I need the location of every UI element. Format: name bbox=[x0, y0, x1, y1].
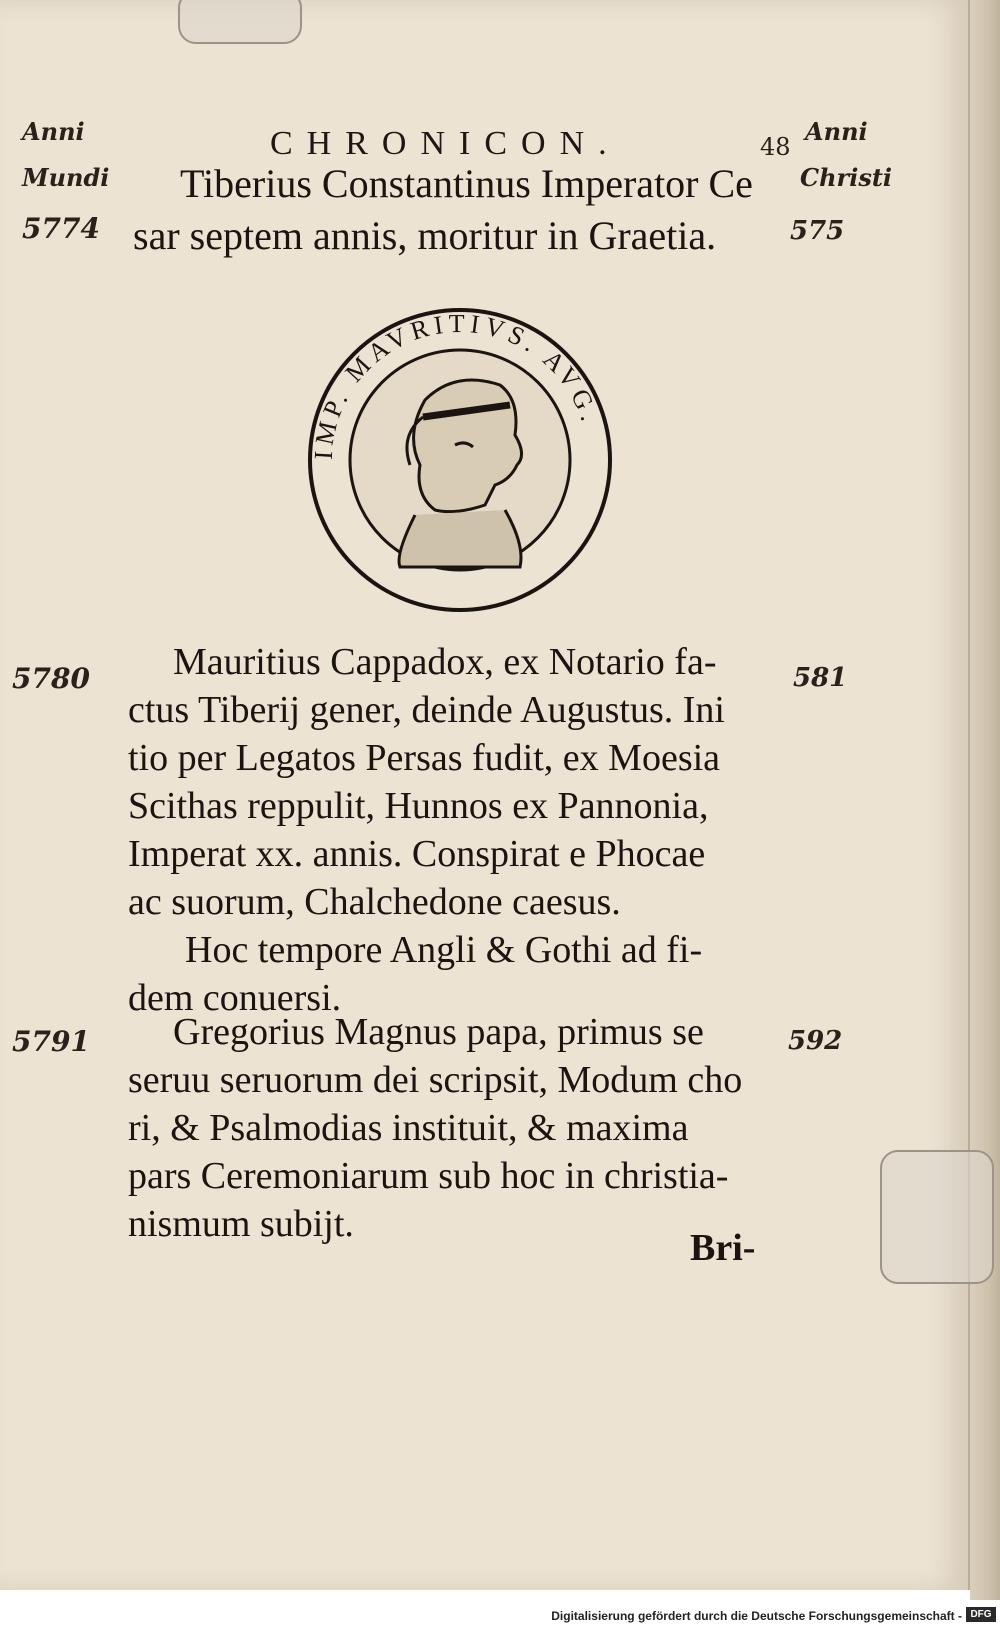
entry-1-line-1: Mauritius Cappadox, ex Notario fa- bbox=[173, 641, 717, 683]
mundi-label: Mundi bbox=[22, 163, 110, 192]
entry-1-line-5: Imperat xx. annis. Conspirat e Phocae bbox=[128, 833, 706, 875]
page-number: 48 bbox=[760, 133, 791, 161]
year-mundi-5780: 5780 bbox=[12, 662, 90, 695]
left-clip bbox=[178, 0, 302, 44]
entry-1-line-6: ac suorum, Chalchedone caesus. bbox=[128, 881, 621, 923]
medallion-inscription: IMP. MAVRITIVS. AVG. bbox=[308, 308, 606, 461]
intro-line-1: Tiberius Constantinus Imperator Ce bbox=[180, 161, 753, 206]
page-title: CHRONICON. bbox=[270, 125, 621, 162]
anni-christi-label: Anni bbox=[805, 117, 868, 146]
entry-1-line-2: ctus Tiberij gener, deinde Augustus. Ini bbox=[128, 689, 725, 731]
entry-2-line-2: dem conuersi. bbox=[128, 977, 342, 1019]
intro-line-2: sar septem annis, moritur in Graetia. bbox=[133, 213, 717, 258]
entry-2-line-1: Hoc tempore Angli & Gothi ad fi- bbox=[185, 929, 703, 971]
year-mundi-5791: 5791 bbox=[12, 1025, 90, 1058]
year-christi-592: 592 bbox=[788, 1026, 843, 1056]
dfg-logo: DFG bbox=[966, 1607, 996, 1622]
year-christi-575: 575 bbox=[790, 216, 845, 246]
entry-3-line-4: pars Ceremoniarum sub hoc in christia- bbox=[128, 1155, 729, 1197]
christi-label: Christi bbox=[800, 163, 893, 192]
year-christi-581: 581 bbox=[793, 663, 848, 693]
year-mundi-5774: 5774 bbox=[22, 212, 100, 245]
entry-3-line-3: ri, & Psalmodias instituit, & maxima bbox=[128, 1107, 689, 1149]
entry-1-line-4: Scithas reppulit, Hunnos ex Pannonia, bbox=[128, 785, 709, 827]
right-clip bbox=[880, 1150, 994, 1284]
entry-3-line-2: seruu seruorum dei scripsit, Modum cho bbox=[128, 1059, 743, 1101]
anni-mundi-label: Anni bbox=[22, 117, 85, 146]
book-edge bbox=[970, 0, 1000, 1600]
catchword: Bri- bbox=[690, 1227, 756, 1269]
entry-3-line-1: Gregorius Magnus papa, primus se bbox=[173, 1011, 704, 1053]
entry-3-line-5: nismum subijt. bbox=[128, 1203, 354, 1245]
entry-1-line-3: tio per Legatos Persas fudit, ex Moesia bbox=[128, 737, 721, 779]
emperor-medallion bbox=[305, 305, 615, 615]
digitization-credit: Digitalisierung gefördert durch die Deutsche Forschungsgemeinschaft - bbox=[551, 1609, 962, 1623]
